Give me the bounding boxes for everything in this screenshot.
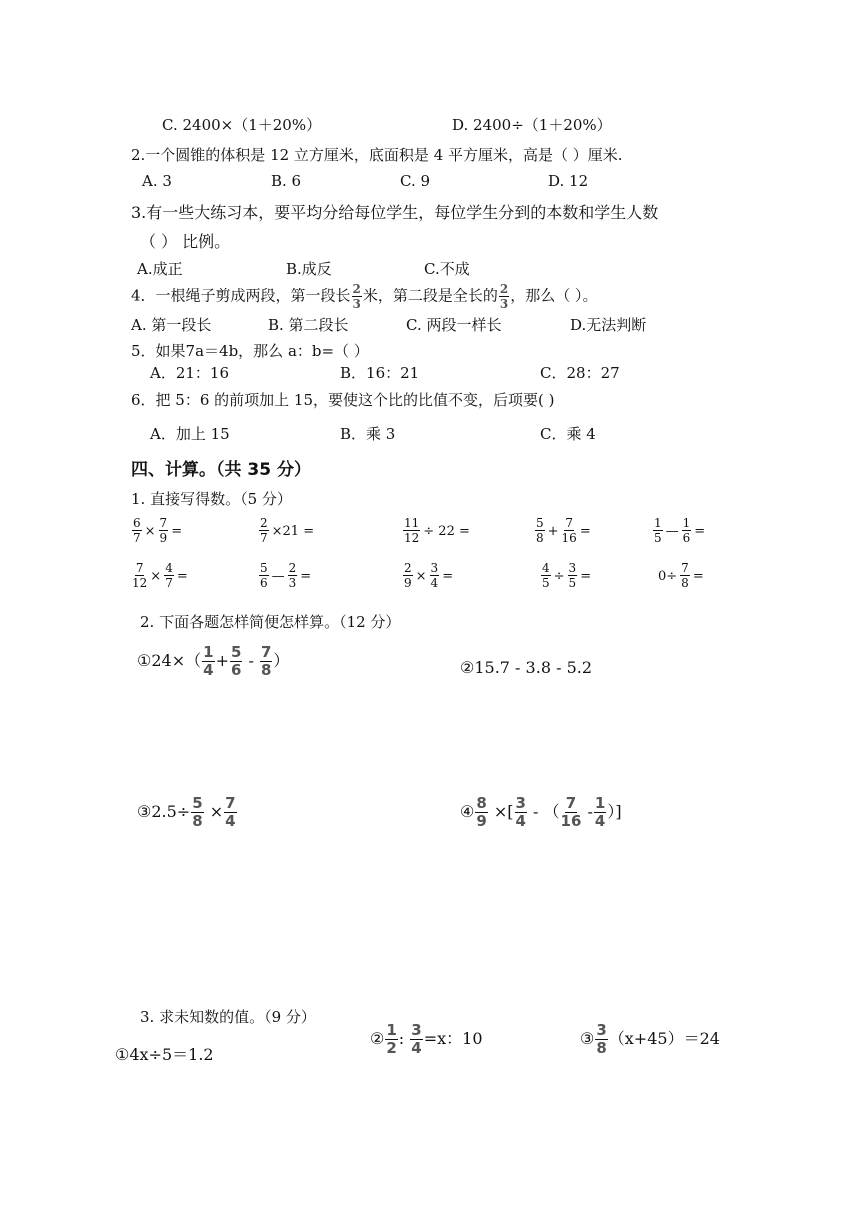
q5-stem: 5．如果7a＝4b，那么 a：b=（ ） [131, 342, 369, 360]
q4-stem: 4．一根绳子剪成两段，第一段长 $\frac{2}{3}$ 米，第二段是全长的 $\frac{2}{3}$ ，那么（ ）。 [131, 282, 598, 311]
section-heading: 四、计算。（共 35 分） [131, 460, 311, 480]
q5-option-c: C．28：27 [540, 364, 620, 382]
problem-2-1: ①24×（ $\frac{1}{4}$ + $\frac{5}{6}$ - $\frac{7}{8}$ ） [137, 643, 290, 679]
q4-option-b: B. 第二段长 [268, 316, 349, 334]
q4-option-a: A. 第一段长 [131, 316, 212, 334]
problem-2-3: ③2.5÷ $\frac{5}{8}$ × $\frac{7}{4}$ [137, 794, 236, 830]
calc-7: $\frac{5}{6}$ — $\frac{2}{3}$ = [260, 561, 312, 590]
part1-title: 1. 直接写得数。（5 分） [131, 490, 292, 508]
q3-option-a: A.成正 [137, 260, 183, 278]
q5-option-b: B．16：21 [340, 364, 420, 382]
calc-2: $\frac{2}{7}$ ×21 = [260, 516, 315, 545]
q3-stem: 3.有一些大练习本，要平均分给每位学生，每位学生分到的本数和学生人数 [131, 203, 659, 222]
q2-stem: 2.一个圆锥的体积是 12 立方厘米，底面积是 4 平方厘米，高是（ ）厘米. [131, 146, 623, 164]
q1-option-d: D. 2400÷（1＋20%） [452, 116, 612, 134]
calc-6: $\frac{7}{12}$ × $\frac{4}{7}$ = [132, 561, 188, 590]
q2-option-b: B. 6 [271, 172, 302, 190]
calc-5: $\frac{1}{5}$ — $\frac{1}{6}$ = [654, 516, 706, 545]
q5-option-a: A．21：16 [150, 364, 230, 382]
part2-title: 2. 下面各题怎样简便怎样算。（12 分） [140, 613, 401, 631]
problem-2-2: ②15.7 - 3.8 - 5.2 [460, 658, 593, 677]
calc-10: 0÷ $\frac{7}{8}$ = [658, 561, 704, 590]
q4-option-d: D.无法判断 [570, 316, 647, 334]
q2-option-a: A. 3 [142, 172, 172, 190]
q6-stem: 6．把 5：6 的前项加上 15，要使这个比的比值不变，后项要( ) [131, 391, 555, 409]
q6-option-c: C．乘 4 [540, 425, 596, 443]
calc-3: $\frac{11}{12}$ ÷ 22 = [404, 516, 470, 545]
q3-option-b: B.成反 [286, 260, 332, 278]
q6-option-b: B．乘 3 [340, 425, 396, 443]
q4-option-c: C. 两段一样长 [406, 316, 502, 334]
q2-option-c: C. 9 [400, 172, 431, 190]
q6-option-a: A．加上 15 [150, 425, 230, 443]
q3-stem-line2: （ ） 比例。 [140, 232, 231, 251]
calc-1: $\frac{6}{7}$ × $\frac{7}{9}$ = [133, 516, 183, 545]
problem-2-4: ④ $\frac{8}{9}$ ×[ $\frac{3}{4}$ - （ $\frac{7}{16}$ - $\frac{1}{4}$ ）] [460, 794, 622, 830]
part3-title: 3. 求未知数的值。（9 分） [140, 1008, 316, 1026]
q2-option-d: D. 12 [548, 172, 589, 190]
calc-8: $\frac{2}{9}$ × $\frac{3}{4}$ = [404, 561, 454, 590]
calc-9: $\frac{4}{5}$ ÷ $\frac{3}{5}$ = [542, 561, 592, 590]
equation-1: ①4x÷5＝1.2 [115, 1045, 214, 1064]
q3-option-c: C.不成 [424, 260, 470, 278]
q1-option-c: C. 2400×（1＋20%） [162, 116, 322, 134]
equation-3: ③ $\frac{3}{8}$ （x+45）＝24 [580, 1021, 720, 1057]
equation-2: ② $\frac{1}{2}$ : $\frac{3}{4}$ =x：10 [370, 1021, 483, 1057]
calc-4: $\frac{5}{8}$ + $\frac{7}{16}$ = [536, 516, 591, 545]
